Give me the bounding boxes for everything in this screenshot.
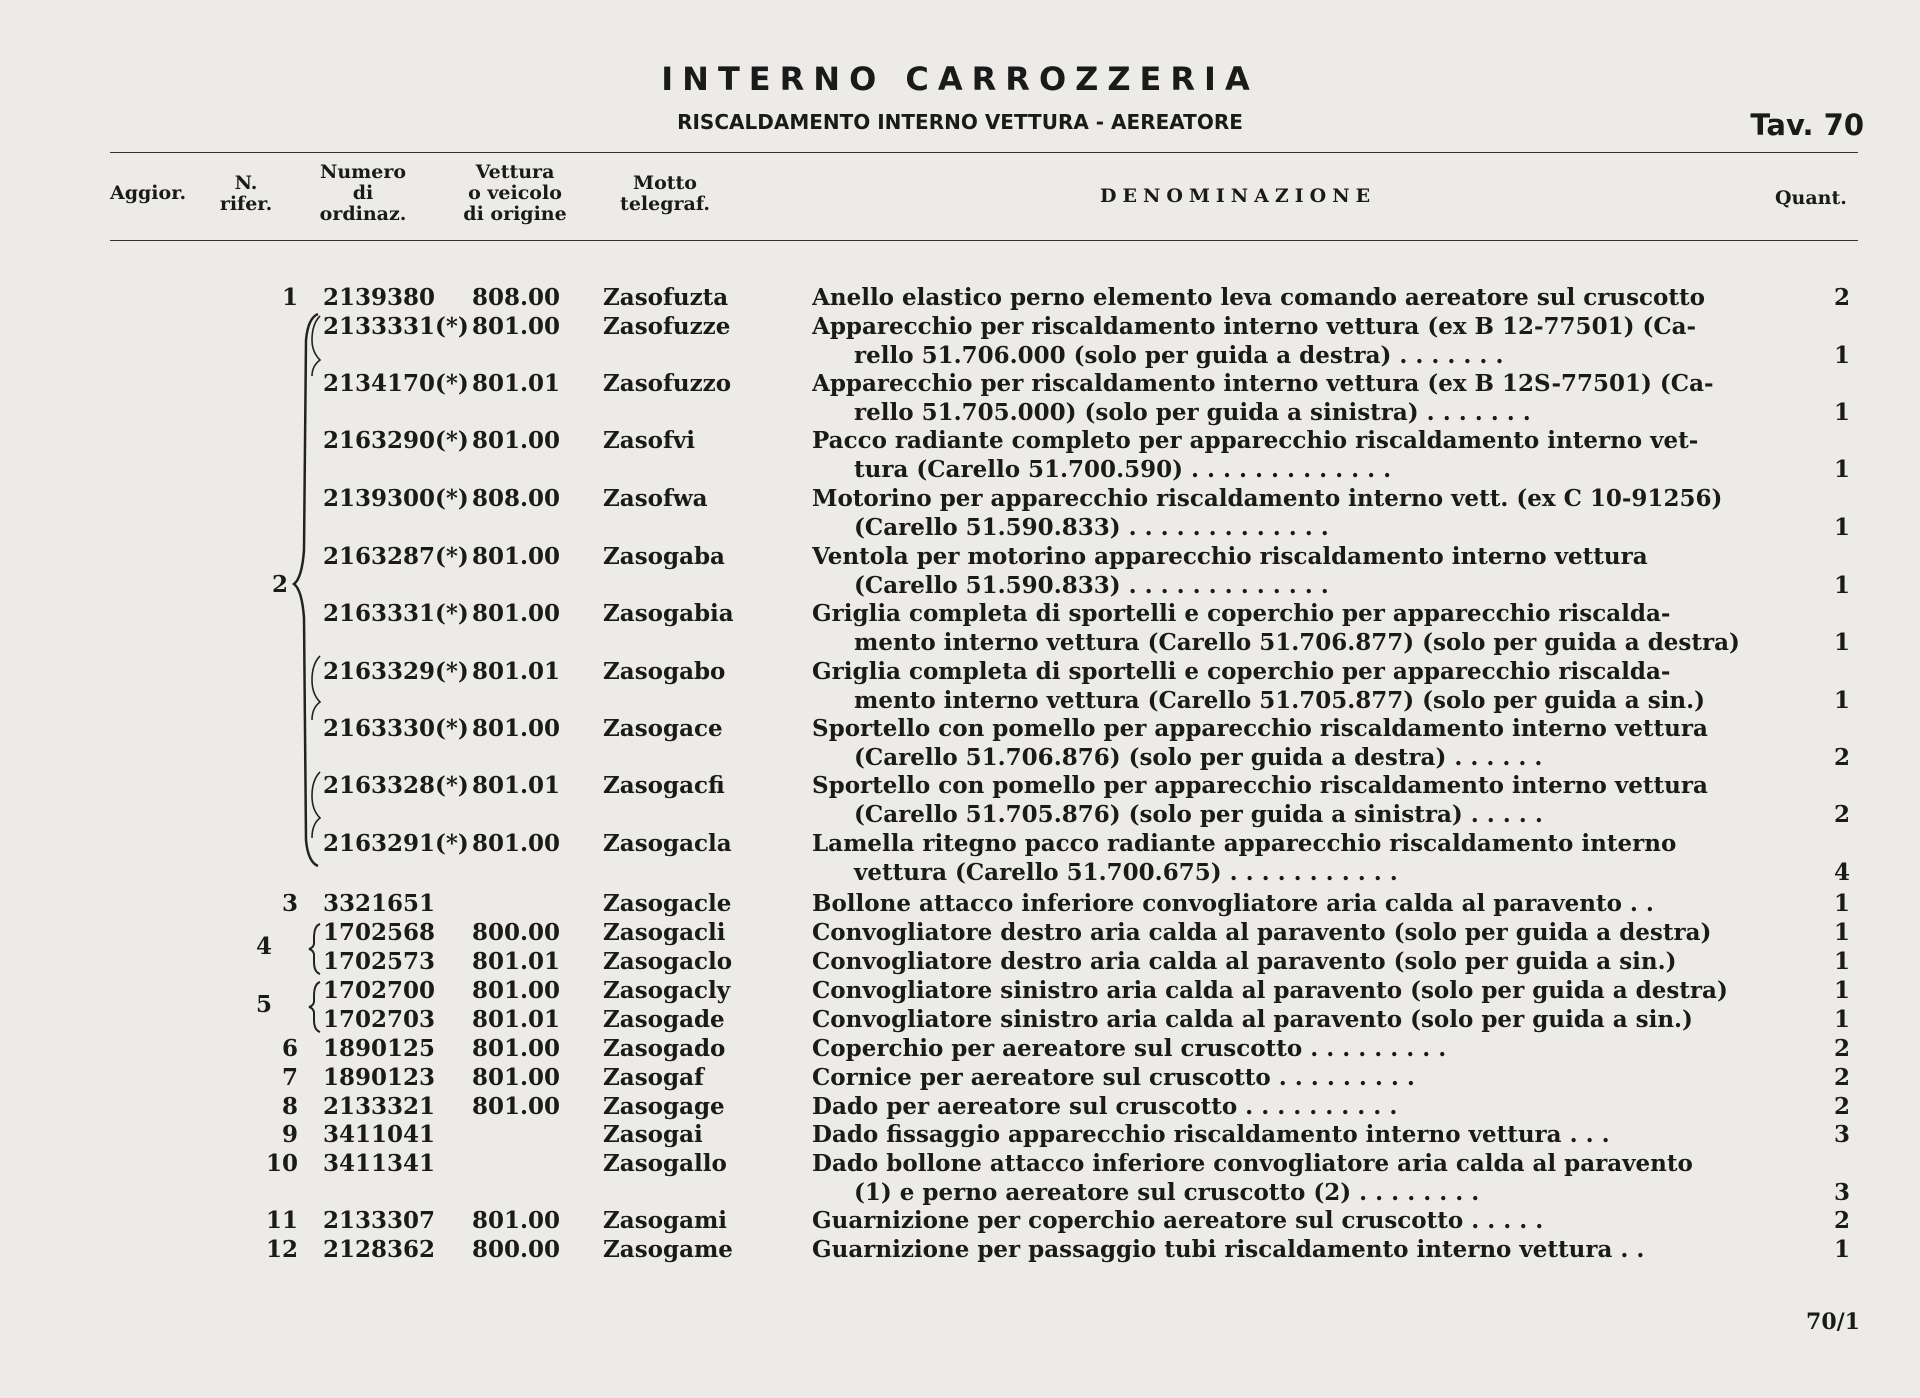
group-number-4: 4 — [255, 933, 272, 960]
row-denominazione: Guarnizione per passaggio tubi riscaldamento interno vettura . . — [812, 1236, 1645, 1263]
row-denominazione: Coperchio per aereatore sul cruscotto . . . . . . . . . — [812, 1035, 1447, 1062]
row-vettura: 801.00 — [472, 977, 561, 1004]
row-vettura: 801.00 — [472, 715, 561, 742]
row-vettura: 801.01 — [472, 658, 561, 685]
row-motto: Zasogade — [603, 1006, 725, 1033]
row-vettura: 801.00 — [472, 1035, 561, 1062]
row-rif: 6 — [281, 1035, 298, 1062]
row-vettura: 801.00 — [472, 427, 561, 454]
row-quant: 1 — [1833, 687, 1850, 714]
row-denominazione: Convogliatore sinistro aria calda al paravento (solo per guida a sin.) — [812, 1006, 1693, 1033]
row-quant: 1 — [1833, 456, 1850, 483]
row-vettura: 801.00 — [472, 1093, 561, 1120]
row-denominazione: Convogliatore destro aria calda al paravento (solo per guida a sin.) — [812, 948, 1677, 975]
row-quant: 2 — [1833, 1093, 1850, 1120]
table-number: Tav. 70 — [1750, 108, 1864, 142]
row-denominazione: Cornice per aereatore sul cruscotto . . . . . . . . . — [812, 1064, 1415, 1091]
row-motto: Zasofvi — [603, 427, 695, 454]
row-denominazione: Convogliatore destro aria calda al paravento (solo per guida a destra) — [812, 919, 1712, 946]
row-denominazione: Bollone attacco inferiore convogliatore aria calda al paravento . . — [812, 890, 1654, 917]
row-motto: Zasogaf — [603, 1064, 704, 1091]
page-title: INTERNO CARROZZERIA — [661, 60, 1259, 98]
col-rifer: N. rifer. — [219, 172, 273, 215]
row-motto: Zasogacle — [603, 890, 732, 917]
row-numero: 2133331(*) — [323, 313, 469, 340]
row-numero: 1702703 — [323, 1006, 436, 1033]
row-motto: Zasogabo — [603, 658, 726, 685]
row-quant: 1 — [1833, 629, 1850, 656]
row-motto: Zasofuzzo — [603, 370, 732, 397]
row-rif: 9 — [281, 1121, 298, 1148]
row-motto: Zasogage — [603, 1093, 725, 1120]
row-denominazione: Apparecchio per riscaldamento interno vettura (ex B 12S-77501) (Ca- rello 51.705.000) (solo per guida a sinistra) . . . . . . . — [812, 370, 1714, 426]
row-numero: 1890125 — [323, 1035, 436, 1062]
row-motto: Zasogaba — [603, 543, 725, 570]
col-vettura: Vettura o veicolo di origine — [463, 161, 567, 225]
row-motto: Zasogabia — [603, 600, 734, 627]
group-number-2: 2 — [271, 571, 288, 598]
row-vettura: 808.00 — [472, 485, 561, 512]
group-number-5: 5 — [255, 991, 272, 1018]
row-quant: 2 — [1833, 1035, 1850, 1062]
col-numero: Numero di ordinaz. — [319, 161, 407, 225]
row-denominazione: Sportello con pomello per apparecchio riscaldamento interno vettura (Carello 51.705.876) (solo per guida a sinistra) . . . . . — [812, 772, 1708, 828]
row-numero: 1702573 — [323, 948, 436, 975]
row-denominazione: Pacco radiante completo per apparecchio riscaldamento interno vet- tura (Carello 51.700.590) . . . . . . . . . . . . . — [812, 427, 1699, 483]
row-rif: 10 — [265, 1150, 298, 1177]
row-motto: Zasogace — [603, 715, 723, 742]
row-rif: 11 — [265, 1207, 298, 1234]
row-numero: 2133307 — [323, 1207, 436, 1234]
row-quant: 1 — [1833, 948, 1850, 975]
page-number: 70/1 — [1806, 1309, 1860, 1335]
col-motto: Motto telegraf. — [620, 172, 710, 215]
row-vettura: 800.00 — [472, 919, 561, 946]
row-denominazione: Motorino per apparecchio riscaldamento interno vett. (ex C 10-91256) (Carello 51.590.833) . . . . . . . . . . . . . — [812, 485, 1723, 541]
row-numero: 3411341 — [323, 1150, 436, 1177]
row-quant: 1 — [1833, 342, 1850, 369]
row-denominazione: Dado fissaggio apparecchio riscaldamento interno vettura . . . — [812, 1121, 1610, 1148]
row-numero: 2163329(*) — [323, 658, 469, 685]
row-rif: 3 — [281, 890, 298, 917]
row-denominazione: Sportello con pomello per apparecchio riscaldamento interno vettura (Carello 51.706.876) (solo per guida a destra) . . . . . . — [812, 715, 1708, 771]
row-quant: 1 — [1833, 1236, 1850, 1263]
row-denominazione: Griglia completa di sportelli e coperchio per apparecchio riscalda- mento interno vettura (Carello 51.705.877) (solo per guida a sin.) — [812, 658, 1705, 714]
row-vettura: 800.00 — [472, 1236, 561, 1263]
header-bottom-rule — [110, 240, 1858, 241]
row-denominazione: Griglia completa di sportelli e coperchio per apparecchio riscalda- mento interno vettura (Carello 51.706.877) (solo per guida a destra) — [812, 600, 1740, 656]
row-quant: 1 — [1833, 399, 1850, 426]
row-quant: 1 — [1833, 919, 1850, 946]
row-quant: 1 — [1833, 514, 1850, 541]
row-motto: Zasogacla — [603, 830, 732, 857]
row-quant: 2 — [1833, 1207, 1850, 1234]
row-quant: 2 — [1833, 801, 1850, 828]
row-numero: 1702568 — [323, 919, 436, 946]
row-quant: 1 — [1833, 1006, 1850, 1033]
group-brace — [290, 310, 350, 870]
row-numero: 2134170(*) — [323, 370, 469, 397]
row-vettura: 801.01 — [472, 948, 561, 975]
row-motto: Zasogai — [603, 1121, 703, 1148]
row-quant: 3 — [1833, 1179, 1850, 1206]
col-quant: Quant. — [1775, 187, 1847, 209]
row-vettura: 801.00 — [472, 543, 561, 570]
row-motto: Zasogallo — [603, 1150, 727, 1177]
row-motto: Zasogaclo — [603, 948, 733, 975]
row-denominazione: Convogliatore sinistro aria calda al paravento (solo per guida a destra) — [812, 977, 1728, 1004]
row-vettura: 801.00 — [472, 1064, 561, 1091]
row-numero: 3321651 — [323, 890, 436, 917]
row-vettura: 801.01 — [472, 772, 561, 799]
row-motto: Zasofuzze — [603, 313, 731, 340]
row-quant: 2 — [1833, 744, 1850, 771]
row-quant: 3 — [1833, 1121, 1850, 1148]
row-denominazione: Dado per aereatore sul cruscotto . . . . . . . . . . — [812, 1093, 1398, 1120]
row-quant: 4 — [1833, 859, 1850, 886]
row-numero: 2133321 — [323, 1093, 436, 1120]
col-aggior: Aggior. — [110, 182, 187, 204]
row-denominazione: Apparecchio per riscaldamento interno vettura (ex B 12-77501) (Ca- rello 51.706.000 (solo per guida a destra) . . . . . . . — [812, 313, 1697, 369]
row-vettura: 801.00 — [472, 313, 561, 340]
row-numero: 2163287(*) — [323, 543, 469, 570]
row-rif: 1 — [281, 284, 298, 311]
row-vettura: 801.01 — [472, 1006, 561, 1033]
row-motto: Zasogami — [603, 1207, 728, 1234]
row-vettura: 801.01 — [472, 370, 561, 397]
row-quant: 1 — [1833, 572, 1850, 599]
row-rif: 8 — [281, 1093, 298, 1120]
row-quant: 1 — [1833, 890, 1850, 917]
row-numero: 3411041 — [323, 1121, 436, 1148]
row-numero: 2139380 — [323, 284, 436, 311]
row-vettura: 801.00 — [472, 830, 561, 857]
row-motto: Zasofuzta — [603, 284, 729, 311]
row-vettura: 801.00 — [472, 1207, 561, 1234]
row-numero: 2163330(*) — [323, 715, 469, 742]
row-vettura: 801.00 — [472, 600, 561, 627]
row-motto: Zasogado — [603, 1035, 726, 1062]
row-motto: Zasogame — [603, 1236, 733, 1263]
row-numero: 2163290(*) — [323, 427, 469, 454]
row-denominazione: Lamella ritegno pacco radiante apparecchio riscaldamento interno vettura (Carello 51.700.675) . . . . . . . . . . . — [812, 830, 1677, 886]
row-denominazione: Guarnizione per coperchio aereatore sul cruscotto . . . . . — [812, 1207, 1544, 1234]
page-subtitle: RISCALDAMENTO INTERNO VETTURA - AEREATORE — [677, 110, 1243, 134]
row-quant: 2 — [1833, 1064, 1850, 1091]
row-rif: 12 — [265, 1236, 298, 1263]
row-motto: Zasofwa — [603, 485, 708, 512]
row-vettura: 808.00 — [472, 284, 561, 311]
row-denominazione: Ventola per motorino apparecchio riscaldamento interno vettura (Carello 51.590.833) . . . . . . . . . . . . . — [812, 543, 1648, 599]
row-quant: 2 — [1833, 284, 1850, 311]
row-numero: 2163328(*) — [323, 772, 469, 799]
col-denominazione: DENOMINAZIONE — [1100, 185, 1377, 207]
row-motto: Zasogacly — [603, 977, 731, 1004]
group-brace-4 — [306, 920, 326, 978]
row-numero: 2128362 — [323, 1236, 436, 1263]
row-numero: 1890123 — [323, 1064, 436, 1091]
header-top-rule — [110, 152, 1858, 153]
group-brace-5 — [306, 978, 326, 1036]
row-quant: 1 — [1833, 977, 1850, 1004]
row-numero: 2163331(*) — [323, 600, 469, 627]
row-rif: 7 — [281, 1064, 298, 1091]
row-numero: 1702700 — [323, 977, 436, 1004]
row-motto: Zasogacfi — [603, 772, 725, 799]
row-denominazione: Anello elastico perno elemento leva comando aereatore sul cruscotto — [812, 284, 1705, 311]
row-motto: Zasogacli — [603, 919, 726, 946]
row-numero: 2163291(*) — [323, 830, 469, 857]
row-numero: 2139300(*) — [323, 485, 469, 512]
row-denominazione: Dado bollone attacco inferiore convogliatore aria calda al paravento (1) e perno aereatore sul cruscotto (2) . . . . . . . . — [812, 1150, 1693, 1206]
